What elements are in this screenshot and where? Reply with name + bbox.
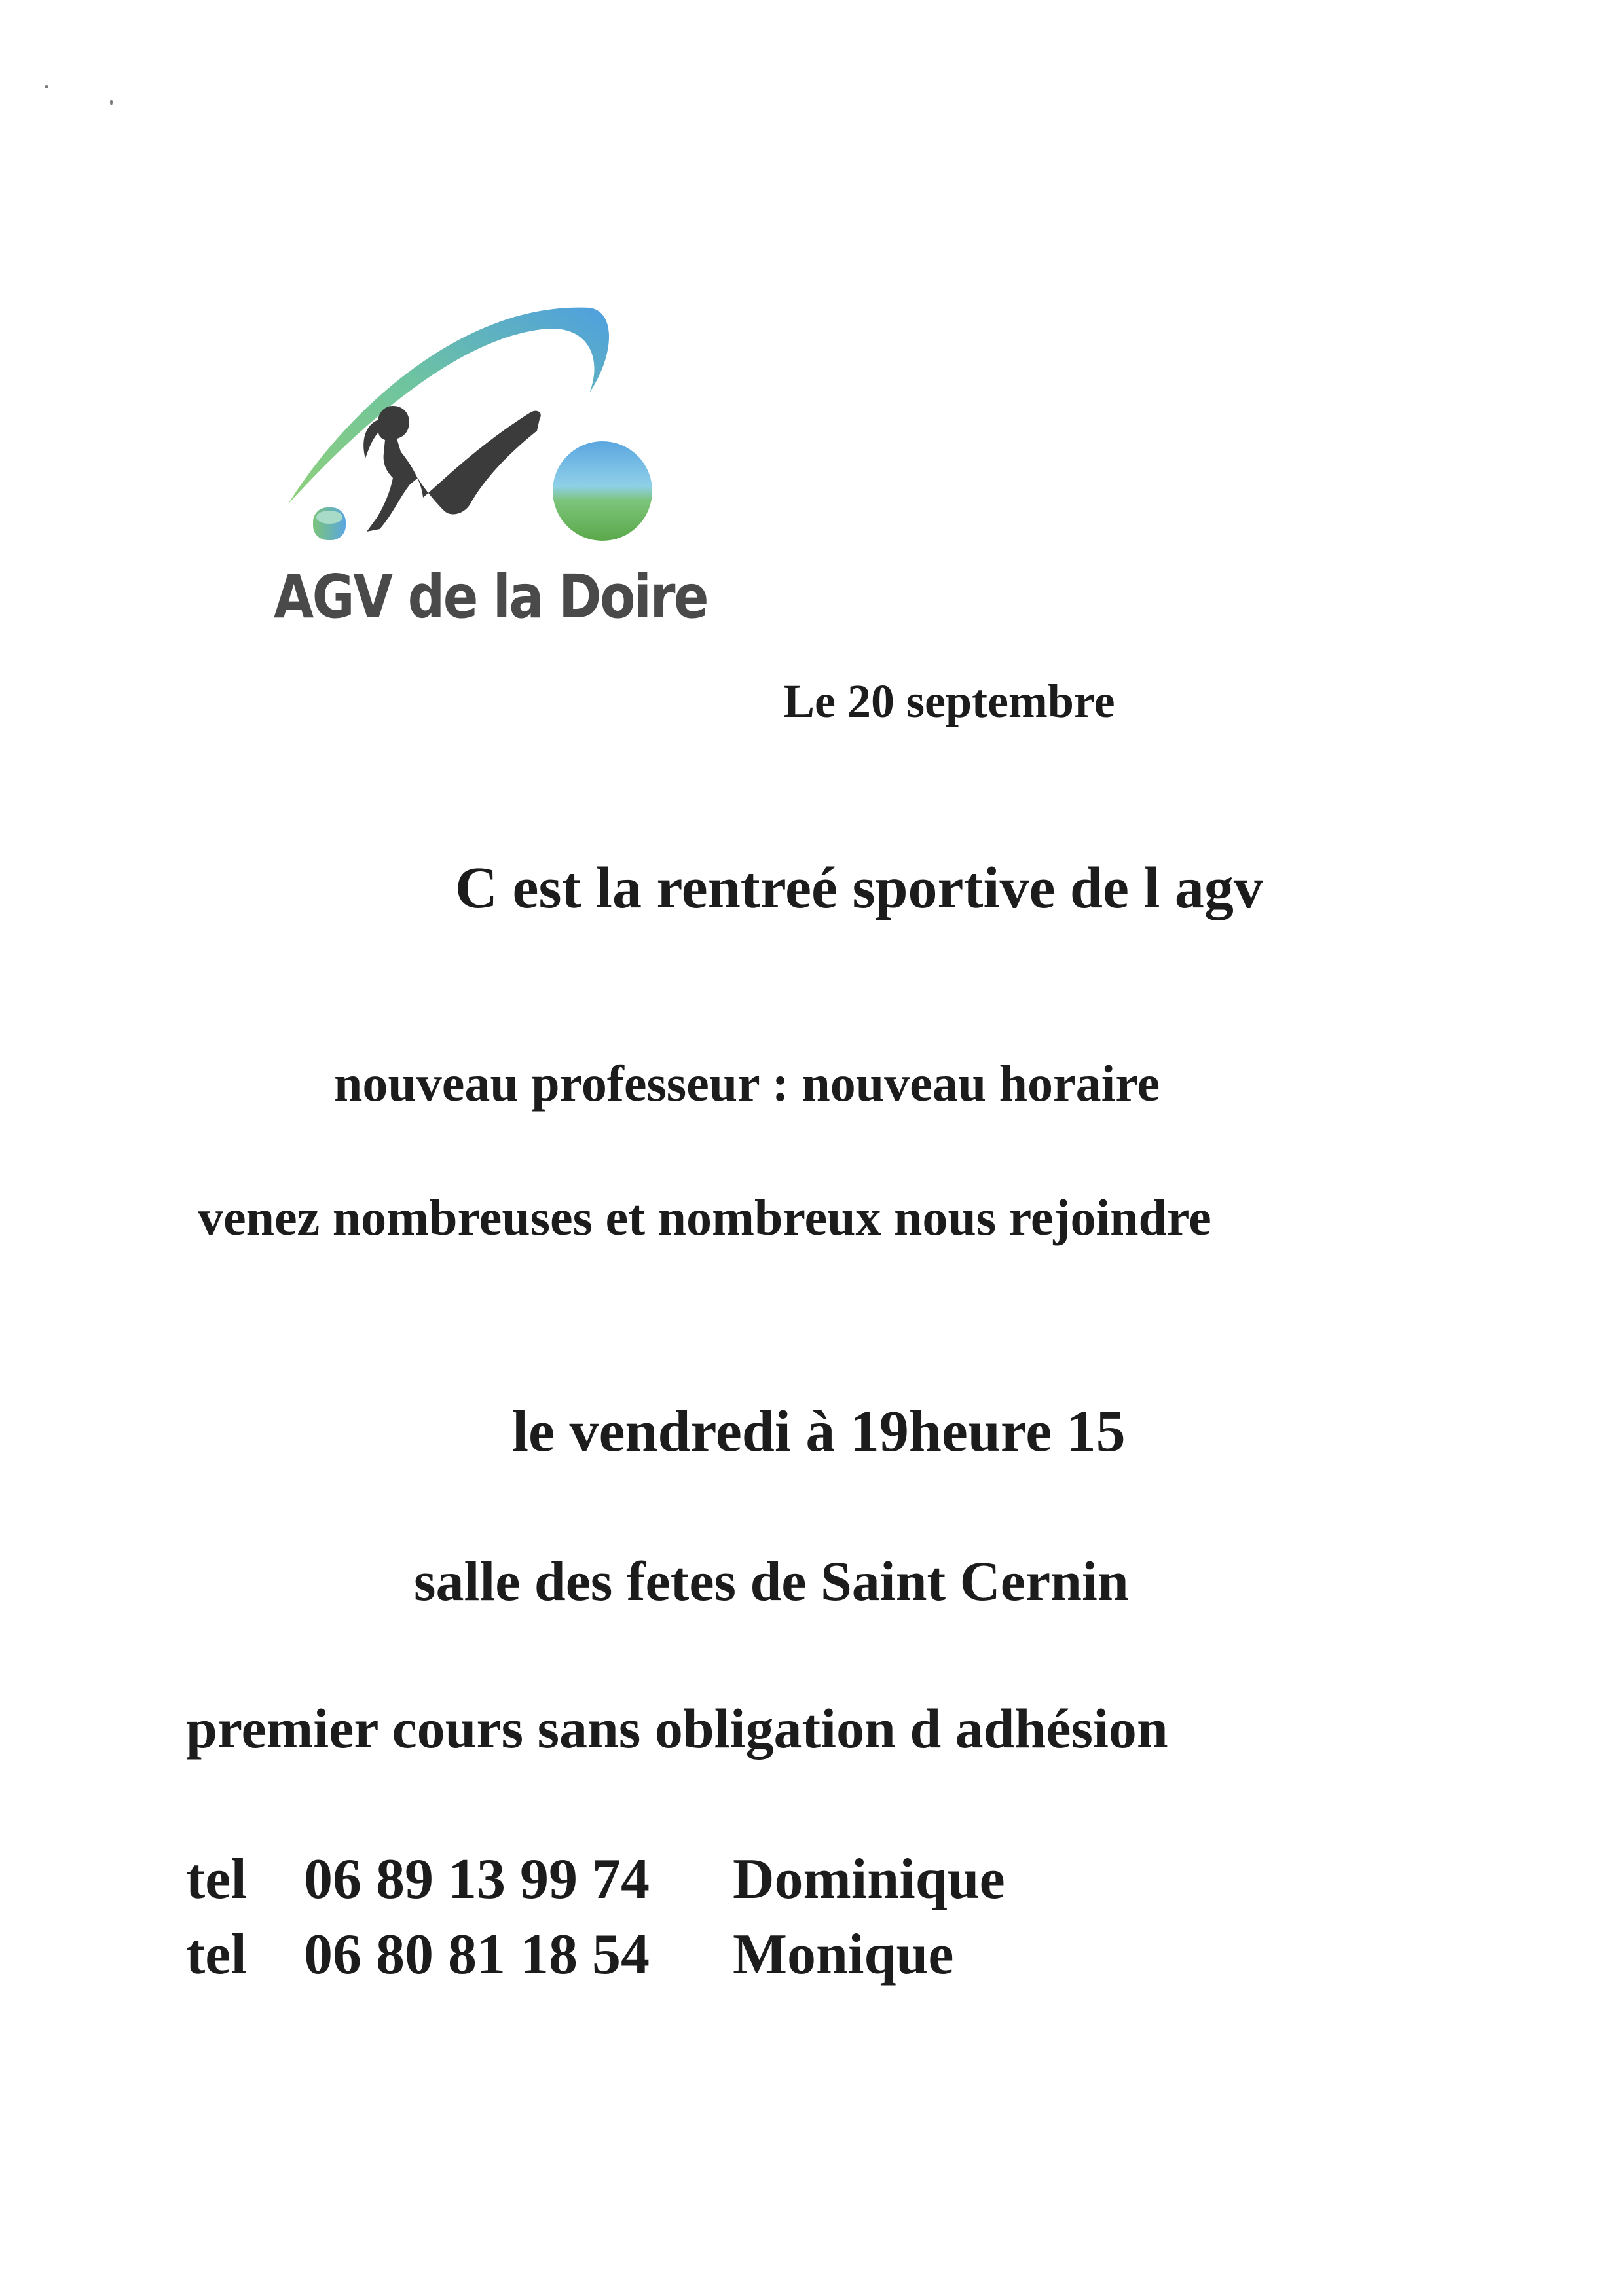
first-class-line: premier cours sans obligation d adhésion	[186, 1697, 1168, 1760]
scan-speck	[45, 85, 48, 88]
contact-row	[186, 1922, 953, 1988]
contact-label: tel	[186, 1848, 247, 1911]
logo-text: AGV de la Doire	[274, 562, 707, 632]
contact-phone: 06 89 13 99 74	[304, 1848, 650, 1911]
event-date: Le 20 septembre	[783, 675, 1115, 727]
invitation-line: venez nombreuses et nombreux nous rejoindre	[198, 1189, 1211, 1246]
fitness-woman-ball-icon	[262, 288, 668, 570]
contact-phone: 06 80 81 18 54	[304, 1923, 650, 1986]
venue-line: salle des fetes de Saint Cernin	[414, 1550, 1129, 1613]
contact-name: Monique	[733, 1923, 954, 1986]
new-teacher-line: nouveau professeur : nouveau horaire	[334, 1055, 1160, 1112]
headline: C est la rentreé sportive de l agv	[455, 856, 1263, 920]
agv-logo	[262, 288, 707, 655]
contact-label: tel	[186, 1923, 247, 1986]
schedule-line: le vendredi à 19heure 15	[512, 1399, 1126, 1464]
scan-speck	[110, 100, 113, 105]
contact-name: Dominique	[733, 1848, 1005, 1911]
contact-row	[186, 1846, 1005, 1912]
